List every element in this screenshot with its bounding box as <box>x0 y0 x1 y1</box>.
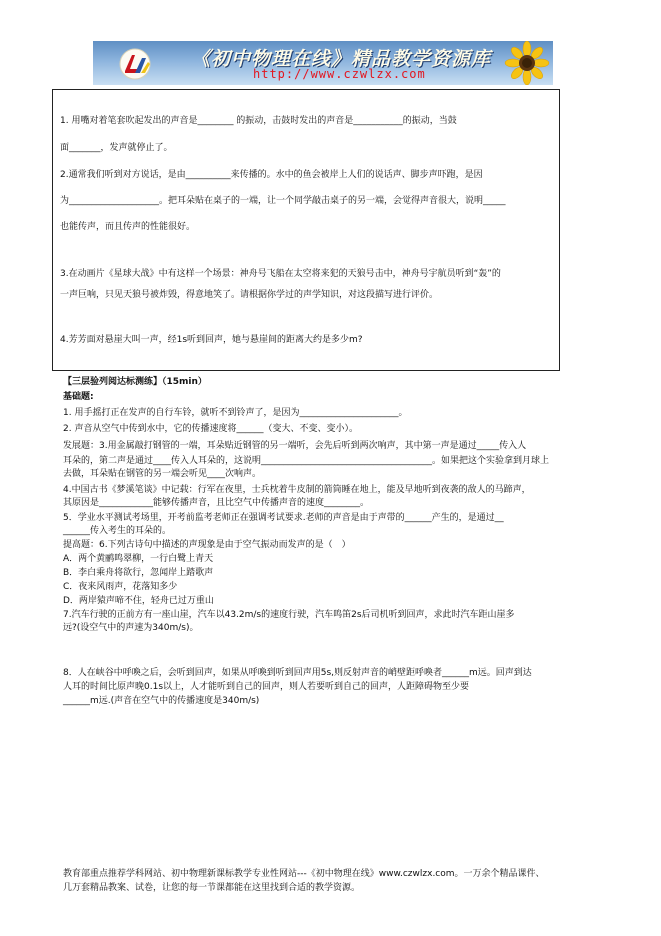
section-line-15: 7.汽车行驶的正前方有一座山崖，汽车以43.2m/s的速度行驶，汽车鸣笛2s后司机听到回声，求此时汽车距山崖多 <box>63 610 515 620</box>
box-question-1-line-2: 面_______，发声就停止了。 <box>60 143 173 153</box>
section-line-6: 4.中国古书《梦溪笔谈》中记载：行军在夜里，士兵枕着牛皮制的箭筒睡在地上，能及早地听到夜袭的敌人的马蹄声， <box>63 485 531 495</box>
section-line-3: 发展题：3.用金属敲打钢管的一端，耳朵贴近钢管的另一端听，会先后听到两次响声，其中第一声是通过_____传入人 <box>63 441 527 451</box>
section-line-17: 8．人在峡谷中呼喚之后，会听到回声，如果从呼喚到听到回声用5s,则反射声音的峭壁距呼喚者______m远。回声到达 <box>63 668 532 678</box>
option-a: A．两个黄鹂鸣翠柳，一行白鹭上青天 <box>63 554 214 564</box>
box-question-2-line-3: 也能传声，而且传声的性能很好。 <box>60 222 196 232</box>
option-b: B．李白乘舟将欲行，忽闻岸上踏歌声 <box>63 568 214 578</box>
banner-url: http://www.czwlzx.com <box>253 67 426 81</box>
footer-line-1: 教育部重点推荐学科网站、初中物理新课标教学专业性网站---《初中物理在线》www.czwlzx.com。一万余个精品课件、 <box>63 869 545 879</box>
box-question-3-line-1: 3.在动画片《星球大战》中有这样一个场景：神舟号飞船在太空将来犯的天狼号击中，神舟号宇航员听到“轰”的 <box>60 269 501 279</box>
section-line-1: 1. 用手摇打正在发声的自行车铃，就听不到铃声了，是因为______________________。 <box>63 408 408 418</box>
box-question-4: 4.芳芳面对悬崖大叫一声，经1s听到回声，她与悬崖间的距离大约是多少m? <box>60 335 363 345</box>
box-question-3-line-2: 一声巨响，只见天狼号被炸毁，得意地笑了。请根据你学过的声学知识，对这段描写进行评价。 <box>60 290 439 300</box>
option-d: D．两岸猿声啼不住，轻舟已过万重山 <box>63 596 214 606</box>
section-line-10: 提高题：6.下列古诗句中描述的声现象是由于空气振动而发声的是（ ） <box>63 540 351 550</box>
section-line-5: 去做，耳朵贴在钢管的另一端会听见____次响声。 <box>63 469 262 479</box>
header-banner <box>93 41 553 85</box>
box-question-2-line-2: 为____________________。把耳朵贴在桌子的一端，让一个同学敲击桌子的另一端，会觉得声音很大，说明_____ <box>60 196 506 206</box>
section-line-8: 5．学业水平测试考场里，开考前监考老师正在强调考试要求.老师的声音是由于声带的______产生的，是通过__ <box>63 513 504 523</box>
sunflower-icon <box>495 41 553 85</box>
box-question-2-line-1: 2.通常我们听到对方说话，是由__________来传播的。水中的鱼会被岸上人们的说话声、脚步声吓跑，是因 <box>60 170 483 180</box>
section-line-4: 耳朵的，第二声是通过____传入人耳朵的，这说明______________________________________。如果把这个实验拿到月球上 <box>63 456 550 466</box>
basic-questions-label: 基础题: <box>63 392 94 402</box>
section-line-7: 其原因是____________能够传播声音，且比空气中传播声音的速度________。 <box>63 498 370 508</box>
section-line-19: ______m远.(声音在空气中的传播速度是340m/s) <box>63 696 260 706</box>
section-line-16: 远?(设空气中的声速为340m/s)。 <box>63 623 199 633</box>
option-c: C．夜来风雨声，花落知多少 <box>63 582 178 592</box>
box-question-1-line-1: 1. 用嘴对着笔套吹起发出的声音是________ 的振动，击鼓时发出的声音是___________的振动，当鼓 <box>60 116 457 126</box>
section-line-2: 2. 声音从空气中传到水中，它的传播速度将______（变大、不变、变小）。 <box>63 424 358 434</box>
section-heading: 【三层验列阅达标测练】（15min） <box>63 377 207 387</box>
section-line-18: 人耳的时间比原声晚0.1s以上，人才能听到自己的回声，则人若要听到自己的回声，人距障碍物至少要 <box>63 682 470 692</box>
footer-line-2: 几万套精品教案、试卷，让您的每一节课都能在这里找到合适的教学资源。 <box>63 883 361 893</box>
section-line-9: ______传入考生的耳朵的。 <box>63 526 172 536</box>
banner-title: 《初中物理在线》精品教学资源库 <box>191 48 492 70</box>
site-logo-icon <box>115 47 155 81</box>
